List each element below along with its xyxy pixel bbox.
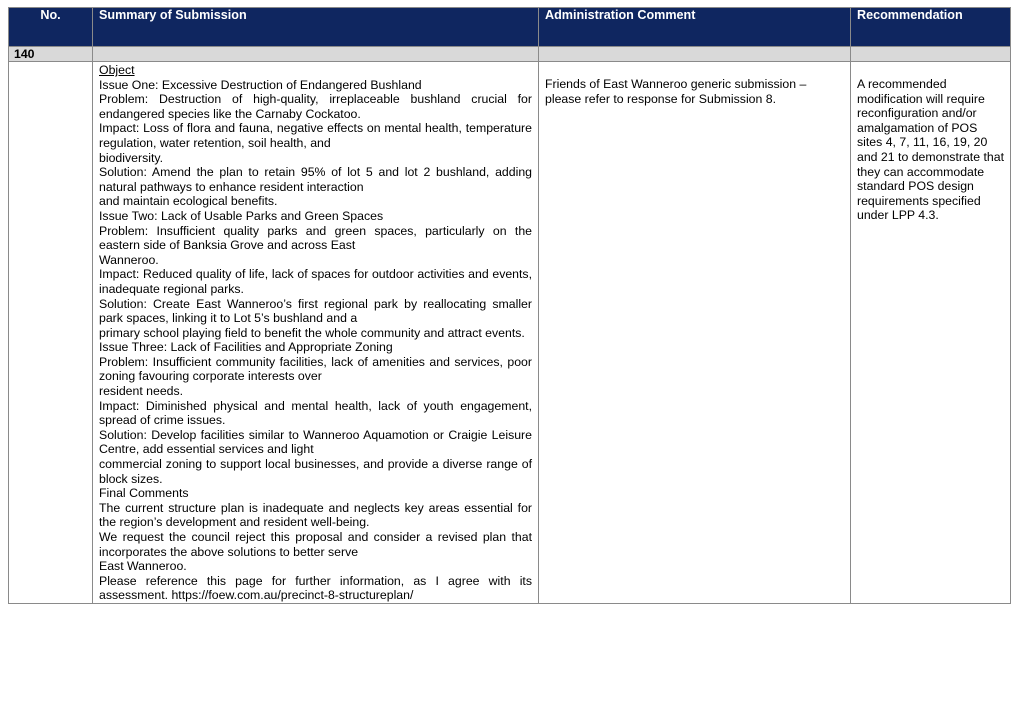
header-summary: Summary of Submission [93,8,539,47]
summary-line: Impact: Reduced quality of life, lack of spaces for outdoor activities and events, inadequate regional parks. [99,267,532,296]
header-recommendation: Recommendation [851,8,1011,47]
summary-line: Problem: Insufficient quality parks and green spaces, particularly on the eastern side of Banksia Grove and across East [99,223,532,253]
recommendation: A recommended modification will require reconfiguration and/or amalgamation of POS sites 4, 7, 11, 16, 19, 20 and 21 to demonstrate that they can accommodate standard POS design requirements specified under LPP 4.3. [851,62,1011,604]
summary-line: Wanneroo. [99,252,159,267]
summary-line: Problem: Destruction of high-quality, irreplaceable bushland crucial for endangered species like the Carnaby Cockatoo. [99,92,532,121]
table-header-row [9,8,1011,47]
table-row [9,62,1011,604]
header-no: No. [9,8,93,47]
summary-line: Impact: Diminished physical and mental health, lack of youth engagement, spread of crime issues. [99,398,532,428]
summary-line: Solution: Amend the plan to retain 95% of lot 5 and lot 2 bushland, adding natural pathways to enhance resident interaction [99,165,532,194]
submission-number: 140 [9,47,93,62]
summary-line: Issue Three: Lack of Facilities and Appropriate Zoning [99,340,393,355]
summary-line: Please reference this page for further information, as I agree with its assessment. https://foew.com.au/precinct-8-structureplan/ [99,573,532,603]
summary-line: Problem: Insufficient community facilities, lack of amenities and services, poor zoning favouring corporate interests over [99,354,532,384]
summary-line: Object [99,63,135,77]
summary-line: We request the council reject this proposal and consider a revised plan that incorporates the above solutions to better serve [99,530,532,559]
administration-comment: Friends of East Wanneroo generic submission – please refer to response for Submission 8. [539,62,851,604]
summary-line: East Wanneroo. [99,559,187,574]
summary-line: Solution: Create East Wanneroo’s first regional park by reallocating smaller park spaces, linking it to Lot 5’s bushland and a [99,296,532,326]
header-comment: Administration Comment [539,8,851,47]
number-cell [9,62,93,604]
summary-line: primary school playing field to benefit the whole community and attract events. [99,325,525,340]
summary-line: Solution: Develop facilities similar to Wanneroo Aquamotion or Craigie Leisure Centre, add essential services and light [99,427,532,457]
summary-line: Final Comments [99,486,189,501]
summary-line: Issue Two: Lack of Usable Parks and Green Spaces [99,208,384,223]
summary-line: and maintain ecological benefits. [99,194,278,209]
summary-line: commercial zoning to support local businesses, and provide a diverse range of block sizes. [99,457,532,486]
submission-number-row [9,47,1011,62]
summary-line: Impact: Loss of flora and fauna, negative effects on mental health, temperature regulation, water retention, soil health, and [99,121,532,150]
summary-line: Issue One: Excessive Destruction of Endangered Bushland [99,77,422,92]
summary-line: resident needs. [99,384,184,399]
summary-line: The current structure plan is inadequate and neglects key areas essential for the region’s development and resident well-being. [99,500,532,530]
submissions-table [8,7,1011,604]
summary-line: biodiversity. [99,150,164,165]
summary-cell [93,62,539,604]
